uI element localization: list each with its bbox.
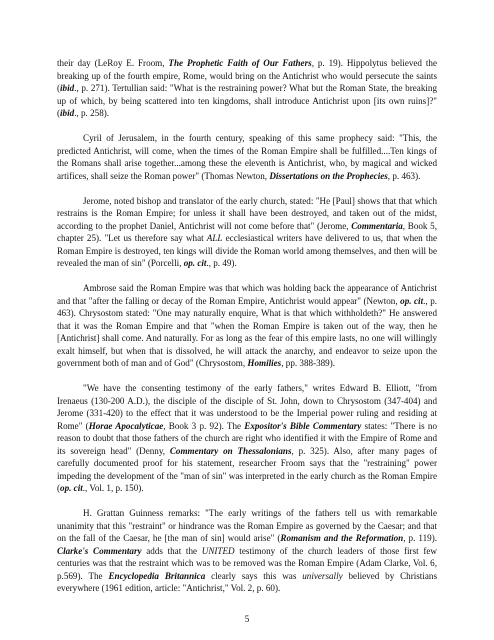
paragraph <box>57 507 437 595</box>
text-run: ., p. 258). <box>74 108 110 118</box>
paragraph <box>57 195 437 270</box>
text-run: ., Vol. 1, p. 150). <box>82 483 144 493</box>
emphasized-text: op. cit <box>183 258 207 268</box>
emphasized-text: Commentaria <box>351 220 403 231</box>
text-run: believed by Christians everywhere (1961 edition, article: "Antichrist," Vol. 2, p. 60). <box>57 570 437 593</box>
text-run: clearly says this was <box>205 570 303 581</box>
text-run: ., p. 49). <box>206 258 237 268</box>
text-run: , p. 119). <box>403 533 437 543</box>
text-run: , p. 325). Also, after many pages of carefully documented proof for his statement, researcher Froom says that the "restraining" power impeding the development of the "man of sin" was interpreted in the early church as the Roman Empire ( <box>57 445 437 493</box>
emphasized-text: Dissertations on the Prophecies <box>269 170 388 181</box>
text-run: Jerome, noted bishop and translator of the early church, stated: "He [Paul] shows that that which restrains is the Roman Empire; for unless it shall have been destroyed, and taken out of the midst, according to the prophet Daniel, Antichrist will not come before that" (Jerome, <box>57 195 437 231</box>
paragraph <box>57 282 437 370</box>
emphasized-text: Clarke's Commentary <box>57 545 142 556</box>
emphasized-text: Expositor's Bible Commentary <box>244 420 362 431</box>
emphasized-text: universally <box>302 570 343 581</box>
paragraph <box>57 382 437 495</box>
emphasized-text: op. cit <box>60 483 83 493</box>
text-run: H. Grattan Guinness remarks: "The early writings of the fathers tell us with remarkable unanimity that this "restraint" or hindrance was the Roman Empire as governed by the Caesar; and that on the fall of the Caesar, he [the man of sin] would arise" ( <box>57 508 437 543</box>
text-run: , pp. 388-389). <box>281 358 336 368</box>
text-run: , p. 463). <box>387 170 421 181</box>
emphasized-text: op. cit <box>400 295 424 306</box>
text-run: adds that the <box>141 545 202 556</box>
text-run: "We have the consenting testimony of the early fathers," writes Edward B. Elliott, "from Irenaeus (130-200 A.D.), the disciple of the disciple of St. John, down to Chrysostom (347-404) and Jerome (331-420) to the effect that it was understood to be the Imperial power ruling and residing at Rome" ( <box>57 383 437 431</box>
document-page <box>57 57 437 607</box>
text-run: ., p. 271). Tertullian said: "What is the restraining power? What but the Roman State, the breaking up of which, by being scattered into ten kingdoms, shall introduce Antichrist upon [its own ruins]?" ( <box>57 83 437 118</box>
emphasized-text: ibid <box>60 108 75 118</box>
emphasized-text: The Prophetic Faith of Our Fathers <box>168 58 312 68</box>
text-run: testimony of the church leaders of those first few centuries was that the restraint which was to be removed was the Roman Empire (Adam Clarke, Vol. 6, p.569). The <box>57 545 437 581</box>
emphasized-text: ibid <box>60 83 75 93</box>
emphasized-text: Commentary on Thessalonians <box>169 445 292 456</box>
emphasized-text: UNITED <box>201 545 235 556</box>
text-run: ecclesiastical writers have delivered to us, that when the Roman Empire is destroyed, ten kings will divide the Roman world among themselves, and then will be revealed the man of sin" (Porcelli, <box>57 233 437 268</box>
text-run: ., p. 463). Chrysostom stated: "One may naturally enquire, What is that which withholdeth?" He answered that it was the Roman Empire and that "when the Roman Empire is taken out of the way, then he [Antichrist] shall come. And naturally. For as long as the fear of this empire lasts, no one will willingly exalt himself, but when that is dissolved, he will attack the anarchy, and endeavor to seize upon the government both of man and of God" (Chrysostom, <box>57 295 438 368</box>
text-run: Cyril of Jerusalem, in the fourth century, speaking of this same prophecy said: "This, the predicted Antichrist, will come, when the times of the Roman Empire shall be fulfilled....Ten kings of the Romans shall arise together...among these the eleventh is Antichrist, who, by magical and wicked artifices, shall seize the Roman power" (Thomas Newton, <box>57 133 437 181</box>
paragraph <box>57 132 437 182</box>
emphasized-text: ALL <box>206 233 223 243</box>
text-run: Ambrose said the Roman Empire was that which was holding back the appearance of Antichrist and that "after the falling or decay of the Roman Empire, Antichrist would appear" (Newton, <box>57 283 437 306</box>
paragraph <box>57 57 437 120</box>
emphasized-text: Horae Apocalyticae <box>88 420 164 431</box>
text-run: states: "There is no reason to doubt that those fathers of the church are right who identified it with the Empire of Rome and its sovereign head" (Denny, <box>57 420 437 456</box>
text-run: their day (LeRoy E. Froom, <box>57 58 169 68</box>
page-number: 5 <box>244 614 250 624</box>
text-run: , Book 5, chapter 25). "Let us therefore say what <box>57 220 437 243</box>
body-text <box>57 57 437 595</box>
text-run: , p. 19). Hippolytus believed the breaking up of the fourth empire, Rome, would bring on the Antichrist who would persecute the saints ( <box>57 58 437 93</box>
emphasized-text: Encyclopedia Britannica <box>108 570 206 581</box>
text-run: , Book 3 p. 92). The <box>163 420 245 431</box>
emphasized-text: Romanism and the Reformation <box>280 533 404 543</box>
emphasized-text: Homilies <box>247 358 282 368</box>
